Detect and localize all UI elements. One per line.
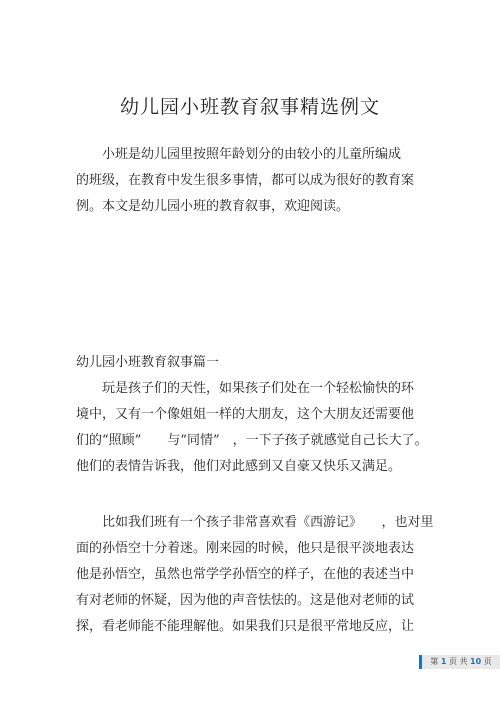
section-heading: 幼儿园小班教育叙事篇一 [76, 355, 220, 370]
footer-middle: 页 共 [448, 657, 468, 666]
paragraph-line: 比如我们班有一个孩子非常喜欢看《西游记》 ，也对里 [102, 515, 434, 530]
intro-line: 小班是幼儿园里按照年龄划分的由较小的儿童所编成 [102, 147, 402, 162]
paragraph-line: 探，看老师能不能理解他。如果我们只是很平常地反应，让 [76, 619, 415, 634]
current-page-number: 1 [440, 657, 447, 666]
paragraph-line: 面的孙悟空十分着迷。刚来园的时候，他只是很平淡地表达 [76, 541, 415, 556]
paragraph-line: 境中，又有一个像姐姐一样的大朋友，这个大朋友还需要他 [76, 407, 415, 422]
paragraph-line: 他是孙悟空，虽然也常学学孙悟空的样子，在他的表述当中 [76, 567, 415, 582]
document-title: 幼儿园小班教育叙事精选例文 [119, 96, 380, 118]
intro-line: 例。本文是幼儿园小班的教育叙事，欢迎阅读。 [76, 199, 350, 214]
paragraph-line: 们的“照顾” 与“同情” ，一下子孩子就感觉自己长大了。 [76, 433, 428, 448]
intro-line: 的班级，在教育中发生很多事情，都可以成为很好的教育案 [76, 173, 415, 188]
footer-prefix: 第 [430, 657, 439, 666]
paragraph-line: 他们的表情告诉我，他们对此感到又自豪又快乐又满足。 [76, 459, 402, 474]
footer-suffix: 页 [483, 657, 492, 666]
page-number-footer [419, 655, 500, 669]
paragraph-line: 玩是孩子们的天性，如果孩子们处在一个轻松愉快的环 [102, 381, 415, 396]
total-pages-number: 10 [470, 657, 482, 666]
paragraph-line: 有对老师的怀疑，因为他的声音怯怯的。这是他对老师的试 [76, 593, 415, 608]
